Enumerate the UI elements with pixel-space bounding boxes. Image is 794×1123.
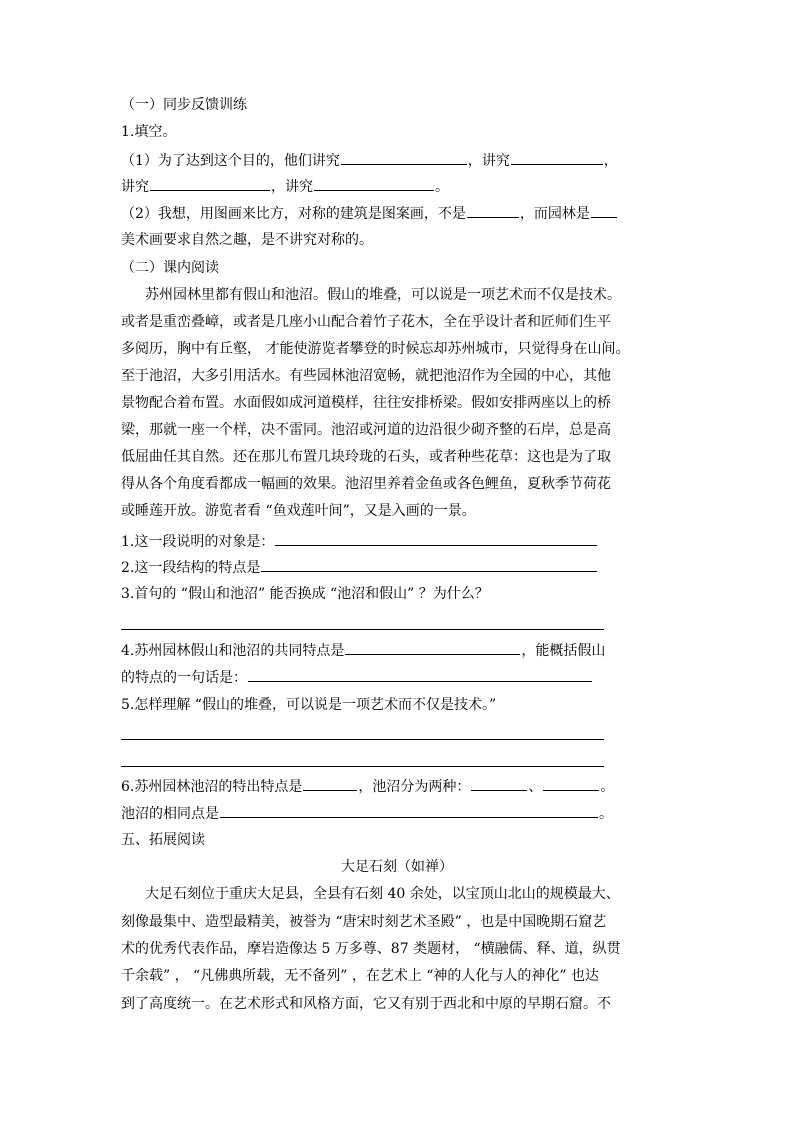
section-heading-extended: 五、拓展阅读 (121, 832, 205, 848)
answer-blank[interactable] (345, 641, 520, 655)
answer-blank[interactable] (341, 151, 467, 165)
question-text: 。 (599, 806, 613, 822)
question-1-2-line-2: 美术画要求自然之趣，是不讲究对称的。 (121, 232, 373, 248)
question-text: 讲究 (121, 179, 149, 195)
passage-line: 术的优秀代表作品，摩岩造像达 5 万多尊、87 类题材， “横融儒、释、道，纵贯 (121, 941, 621, 957)
question-1-title: 1.填空。 (121, 124, 177, 140)
question-text: 池沼的相同点是 (121, 806, 219, 822)
answer-blank[interactable] (511, 151, 603, 165)
question-text: ，讲究 (467, 153, 510, 169)
answer-blank[interactable] (591, 204, 617, 218)
passage-line: 大足石刻位于重庆大足县，全县有石刻 40 余处，以宝顶山北山的规模最大、 (145, 886, 620, 902)
question-text: 、 (528, 779, 543, 795)
passage-line: 到了高度统一。在艺术形式和风格方面，它又有别于西北和中原的早期石窟。不 (121, 996, 611, 1012)
answer-line[interactable] (121, 739, 604, 740)
question-text: ，而园林是 (519, 206, 590, 222)
section-heading-sync: （一）同步反馈训练 (121, 97, 247, 113)
passage-line: 多阅历，胸中有丘壑， 才能使游览者攀登的时候忘却苏州城市，只觉得身在山间。 (121, 341, 630, 357)
question-1-1-line-1 (121, 151, 618, 169)
question-reading-4-line-2 (121, 668, 593, 686)
answer-blank[interactable] (314, 177, 434, 191)
question-text: 1.这一段说明的对象是： (121, 534, 275, 550)
question-reading-4-line-1 (121, 641, 605, 659)
question-text: （1）为了达到这个目的，他们讲究 (121, 153, 340, 169)
answer-blank[interactable] (275, 532, 597, 546)
question-text: 。 (435, 179, 449, 195)
answer-blank[interactable] (220, 804, 598, 818)
question-reading-6-line-1 (121, 777, 614, 795)
passage-line: 得从各个角度看都成一幅画的效果。池沼里养着金鱼或各色鲤鱼，夏秋季节荷花 (121, 476, 611, 492)
question-text: ，能概括假山 (521, 643, 606, 659)
passage-line: 景物配合着布置。水面假如成河道模样，往往安排桥梁。假如安排两座以上的桥 (121, 395, 611, 411)
passage-line: 低屈曲任其自然。还在那儿布置几块玲珑的石头，或者种些花草：这也是为了取 (121, 449, 611, 465)
question-text: 的特点的一句话是： (121, 670, 247, 686)
answer-blank[interactable] (248, 668, 592, 682)
answer-blank[interactable] (471, 777, 527, 791)
question-text: ， (603, 153, 618, 169)
passage-line: 或睡莲开放。游览者看 “鱼戏莲叶间”，又是入画的一景。 (121, 503, 476, 519)
question-1-2-line-1 (121, 204, 618, 222)
passage-line: 梁，那就一座一个样，决不雷同。池沼或河道的边沿很少砌齐整的石岸，总是高 (121, 422, 611, 438)
question-text: 4.苏州园林假山和池沼的共同特点是 (121, 643, 345, 659)
passage-line: 至于池沼，大多引用活水。有些园林池沼宽畅，就把池沼作为全园的中心，其他 (121, 368, 611, 384)
question-reading-2 (121, 558, 598, 576)
answer-blank[interactable] (543, 777, 599, 791)
question-1-1-line-2 (121, 177, 449, 195)
section-heading-reading: （二）课内阅读 (121, 260, 219, 276)
question-reading-5: 5.怎样理解 “假山的堆叠，可以说是一项艺术而不仅是技术。” (121, 697, 497, 713)
answer-line[interactable] (121, 766, 604, 767)
question-text: ，讲究 (271, 179, 313, 195)
passage-line: 或者是重峦叠嶂，或者是几座小山配合着竹子花木，全在乎设计者和匠师们生平 (121, 314, 611, 330)
question-reading-3: 3.首句的 “假山和池沼” 能否换成 “池沼和假山” ？为什么？ (121, 586, 489, 602)
question-text: （2）我想，用图画来比方，对称的建筑是图案画，不是 (121, 206, 466, 222)
answer-blank[interactable] (467, 204, 519, 218)
question-text: 6.苏州园林池沼的特出特点是 (121, 779, 303, 795)
question-text: 。 (600, 779, 615, 795)
passage-line: 苏州园林里都有假山和池沼。假山的堆叠，可以说是一项艺术而不仅是技术。 (145, 287, 621, 303)
answer-blank[interactable] (303, 777, 357, 791)
answer-blank[interactable] (150, 177, 270, 191)
answer-line[interactable] (121, 629, 604, 630)
question-reading-6-line-2 (121, 804, 613, 822)
question-text: 2.这一段结构的特点是 (121, 560, 261, 576)
answer-blank[interactable] (261, 558, 597, 572)
question-text: ，池沼分为两种： (358, 779, 471, 795)
passage-line: 千余载” ， “凡佛典所载，无不备列” ，在艺术上 “神的人化与人的神化” 也达 (121, 968, 600, 984)
passage-line: 刻像最集中、造型最精美，被誉为 “唐宋时刻艺术圣殿” ，也是中国晚期石窟艺 (121, 914, 607, 930)
question-reading-1 (121, 532, 598, 550)
article-title: 大足石刻（如禅） (341, 859, 453, 875)
